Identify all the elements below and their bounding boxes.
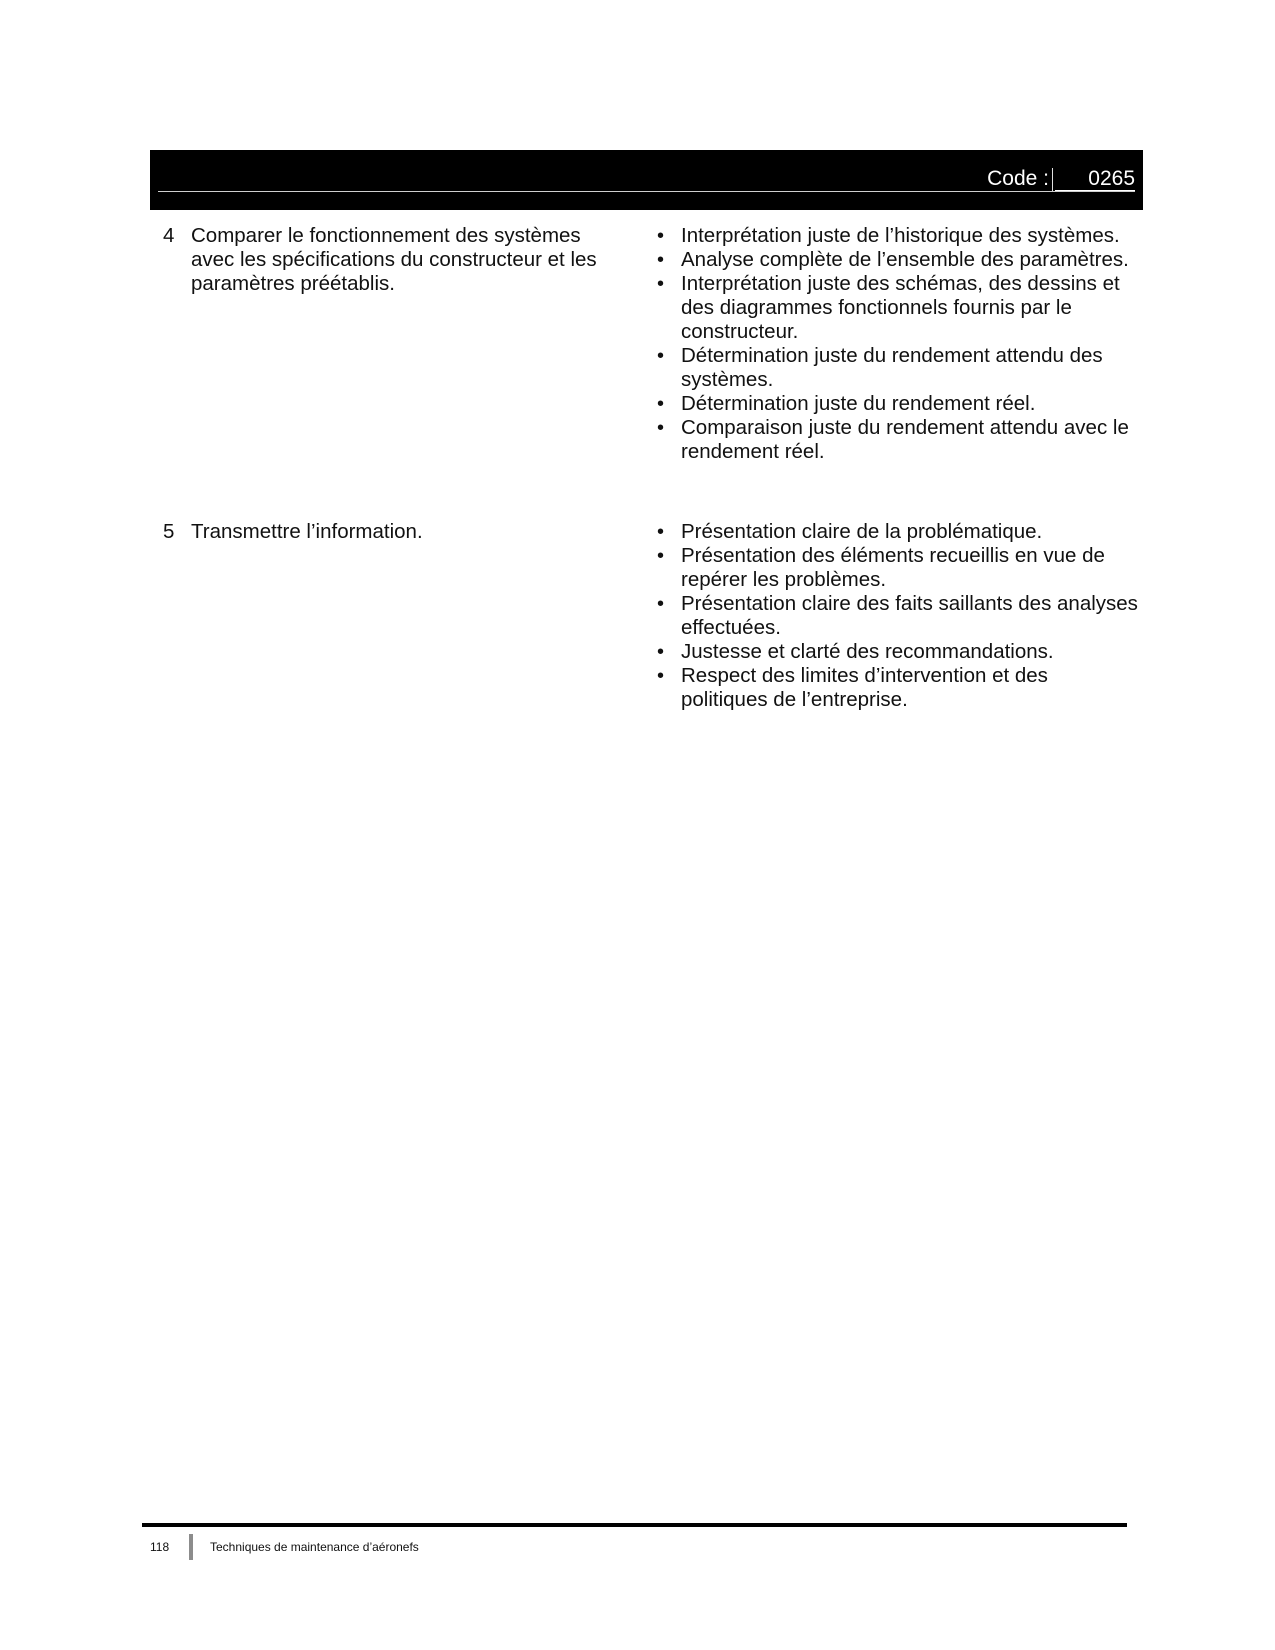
criteria-item: • Respect des limites d’intervention et des politiques de l’entreprise. [650, 664, 1140, 712]
footer-rule [142, 1523, 1127, 1527]
criteria-item: • Analyse complète de l’ensemble des paramètres. [650, 248, 1140, 272]
criteria-item: • Comparaison juste du rendement attendu avec le rendement réel. [650, 416, 1140, 464]
page-number: 118 [150, 1540, 170, 1554]
step-description: Comparer le fonctionnement des systèmes avec les spécifications du constructeur et les paramètres préétablis. [191, 224, 597, 295]
header-rule [158, 191, 1135, 192]
footer-separator-bar [189, 1534, 193, 1560]
code-label: Code : [987, 167, 1049, 190]
criteria-item: • Interprétation juste de l’historique des systèmes. [650, 224, 1140, 248]
footer-document-title: Techniques de maintenance d’aéronefs [210, 1540, 419, 1554]
step-number: 4 [163, 224, 175, 247]
criteria-item: • Détermination juste du rendement réel. [650, 392, 1140, 416]
header-band [150, 150, 1143, 210]
criteria-item: • Justesse et clarté des recommandations. [650, 640, 1140, 664]
criteria-list [650, 224, 1140, 464]
criteria-item: • Présentation claire des faits saillants des analyses effectuées. [650, 592, 1140, 640]
step-number: 5 [163, 520, 175, 543]
code-value: 0265 [1055, 168, 1135, 191]
step-description: Transmettre l’information. [191, 520, 423, 543]
criteria-item: • Présentation claire de la problématique. [650, 520, 1140, 544]
criteria-list [650, 520, 1140, 712]
code-divider [1052, 168, 1053, 191]
criteria-item: • Présentation des éléments recueillis en vue de repérer les problèmes. [650, 544, 1140, 592]
criteria-item: • Détermination juste du rendement attendu des systèmes. [650, 344, 1140, 392]
criteria-item: • Interprétation juste des schémas, des dessins et des diagrammes fonctionnels fournis par le constructeur. [650, 272, 1140, 344]
